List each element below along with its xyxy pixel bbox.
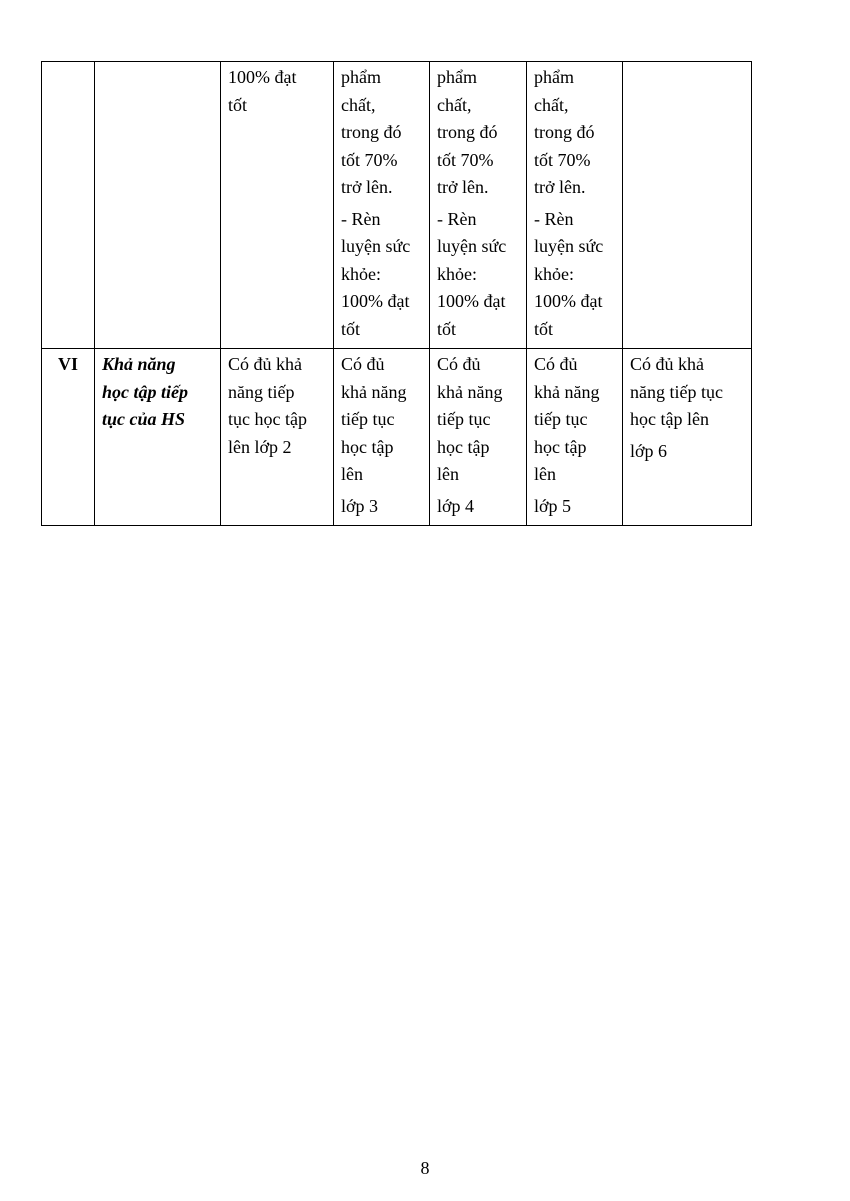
cell-line: trong đó xyxy=(341,122,402,142)
cell-line: tục của HS xyxy=(102,409,186,429)
cell-line: phẩm xyxy=(437,67,477,87)
cell-line: lên xyxy=(437,464,459,484)
cell-line: tiếp tục xyxy=(437,409,491,429)
grade4-cell xyxy=(527,349,623,526)
cell-line: tục học tập xyxy=(228,409,307,429)
cell-line: khỏe: xyxy=(437,263,477,284)
cell-line: khả năng xyxy=(534,381,600,402)
cell-line: Có đủ khả xyxy=(630,354,704,374)
criterion-cell xyxy=(95,349,221,526)
cell-line: tốt xyxy=(437,318,457,339)
table-row xyxy=(42,349,752,526)
cell-line: năng tiếp xyxy=(228,381,295,402)
cell-line: lên xyxy=(341,464,363,484)
grade2-cell xyxy=(334,349,430,526)
cell-line: học tập xyxy=(341,436,394,457)
cell-line: trong đó xyxy=(534,122,595,142)
cell-line: trở lên. xyxy=(534,177,586,197)
table-row xyxy=(42,62,752,349)
page-number: 8 xyxy=(420,1158,430,1178)
cell-line: - Rèn xyxy=(341,208,381,229)
criterion-cell xyxy=(95,62,221,349)
cell-line: trở lên. xyxy=(341,177,393,197)
cell-line: khỏe: xyxy=(341,263,381,284)
cell-line: tiếp tục xyxy=(341,409,395,429)
cell-line: luyện sức xyxy=(534,236,604,256)
grade1-cell xyxy=(221,62,334,349)
grade2-cell xyxy=(334,62,430,349)
cell-line: - Rèn xyxy=(534,208,574,229)
cell-line: tốt 70% xyxy=(437,149,494,170)
row-number-cell xyxy=(42,62,95,349)
cell-line: năng tiếp tục xyxy=(630,381,723,402)
cell-line: trong đó xyxy=(437,122,498,142)
cell-line: học tập lên xyxy=(630,409,709,429)
row-number-cell: VI xyxy=(42,349,95,526)
cell-line: - Rèn xyxy=(437,208,477,229)
cell-line: tiếp tục xyxy=(534,409,588,429)
cell-line: lên xyxy=(534,464,556,484)
cell-line: luyện sức xyxy=(341,236,411,256)
cell-line: Có đủ xyxy=(534,354,578,374)
cell-line: 100% đạt xyxy=(341,291,410,311)
cell-line: chất, xyxy=(534,94,569,115)
cell-line: khả năng xyxy=(341,381,407,402)
cell-line: khỏe: xyxy=(534,263,574,284)
cell-line: lên lớp 2 xyxy=(228,436,292,457)
cell-line: lớp 3 xyxy=(341,495,379,516)
cell-line: học tập xyxy=(437,436,490,457)
cell-line: Có đủ xyxy=(341,354,385,374)
cell-line: luyện sức xyxy=(437,236,507,256)
cell-line: lớp 5 xyxy=(534,495,572,516)
grade5-cell xyxy=(623,349,752,526)
cell-line: phẩm xyxy=(534,67,574,87)
cell-line: tốt xyxy=(341,318,361,339)
grade1-cell xyxy=(221,349,334,526)
grade5-cell xyxy=(623,62,752,349)
cell-line: khả năng xyxy=(437,381,503,402)
cell-line: lớp 6 xyxy=(630,440,668,461)
cell-line: tốt 70% xyxy=(341,149,398,170)
cell-line: học tập tiếp xyxy=(102,381,188,402)
cell-line: tốt xyxy=(228,94,248,115)
grade4-cell xyxy=(527,62,623,349)
cell-line: tốt xyxy=(534,318,554,339)
grade3-cell xyxy=(430,62,527,349)
cell-line: Có đủ khả xyxy=(228,354,302,374)
cell-line: Khả năng xyxy=(102,354,176,374)
cell-line: 100% đạt xyxy=(228,67,297,87)
cell-line: tốt 70% xyxy=(534,149,591,170)
cell-line: Có đủ xyxy=(437,354,481,374)
cell-line: chất, xyxy=(341,94,376,115)
grade3-cell xyxy=(430,349,527,526)
cell-line: 100% đạt xyxy=(534,291,603,311)
cell-line: học tập xyxy=(534,436,587,457)
criteria-table xyxy=(41,61,752,526)
cell-line: trở lên. xyxy=(437,177,489,197)
cell-line: phẩm xyxy=(341,67,381,87)
cell-line: lớp 4 xyxy=(437,495,475,516)
cell-line: chất, xyxy=(437,94,472,115)
cell-line: 100% đạt xyxy=(437,291,506,311)
